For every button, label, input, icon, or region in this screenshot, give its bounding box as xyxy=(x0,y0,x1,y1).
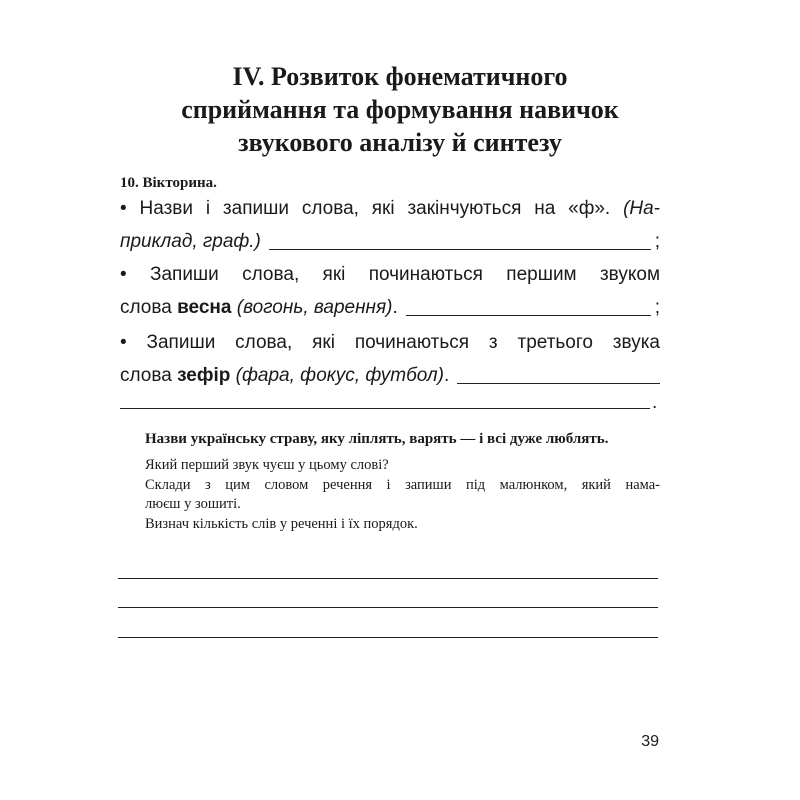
task-line: Склади з цим словом речення і запиши під малюнком, який нама- xyxy=(145,476,660,493)
quiz-item-1 xyxy=(120,192,660,258)
task-question: Назви українську страву, яку ліплять, варять — і всі дуже люблять. xyxy=(145,431,609,447)
item-text: слова xyxy=(120,365,172,386)
task-block xyxy=(145,430,660,534)
title-line: звукового аналізу й синтезу xyxy=(238,128,562,157)
punctuation: . xyxy=(443,365,450,386)
item-line xyxy=(120,359,660,392)
item-line xyxy=(120,291,660,324)
punctuation: . xyxy=(652,392,658,413)
item-line xyxy=(120,192,660,225)
section-title xyxy=(100,60,700,159)
punctuation: . xyxy=(392,297,398,318)
exercise-heading: 10. Вікторина. xyxy=(120,175,217,191)
item-example: (фара, фокус, футбол) xyxy=(235,365,444,386)
item-text: слова xyxy=(120,297,172,318)
punctuation: ; xyxy=(654,231,660,252)
item-text: • Запиши слова, які починаються першим звуком xyxy=(120,264,660,285)
answer-line[interactable] xyxy=(269,248,651,250)
item-line xyxy=(120,258,660,291)
title-line: IV. Розвиток фонематичного xyxy=(232,62,568,91)
answer-line[interactable] xyxy=(118,578,658,579)
page-number: 39 xyxy=(641,733,659,750)
answer-line[interactable] xyxy=(457,382,660,384)
item-example: (вогонь, варення) xyxy=(236,297,393,318)
keyword: зефір xyxy=(177,365,231,386)
item-line xyxy=(120,326,660,359)
item-text: • Запиши слова, які починаються з третього звука xyxy=(120,332,660,353)
title-line: сприймання та формування навичок xyxy=(181,95,619,124)
quiz-item-2 xyxy=(120,258,660,324)
task-line: Який перший звук чуєш у цьому слові? xyxy=(145,457,389,473)
item-example: приклад, граф.) xyxy=(120,231,261,252)
task-line: люєш у зошиті. xyxy=(145,496,241,512)
task-line: Визнач кількість слів у реченні і їх порядок. xyxy=(145,515,418,532)
item-example: (На- xyxy=(623,198,661,219)
item-text: • Назви і запиши слова, які закінчуються на «ф». xyxy=(120,198,611,219)
item-line xyxy=(120,225,660,258)
punctuation: ; xyxy=(654,297,660,318)
keyword: весна xyxy=(177,297,232,318)
answer-line[interactable] xyxy=(118,607,658,608)
answer-line[interactable] xyxy=(120,408,650,409)
answer-line[interactable] xyxy=(406,314,651,316)
answer-line[interactable] xyxy=(118,637,658,638)
quiz-item-3 xyxy=(120,326,660,392)
